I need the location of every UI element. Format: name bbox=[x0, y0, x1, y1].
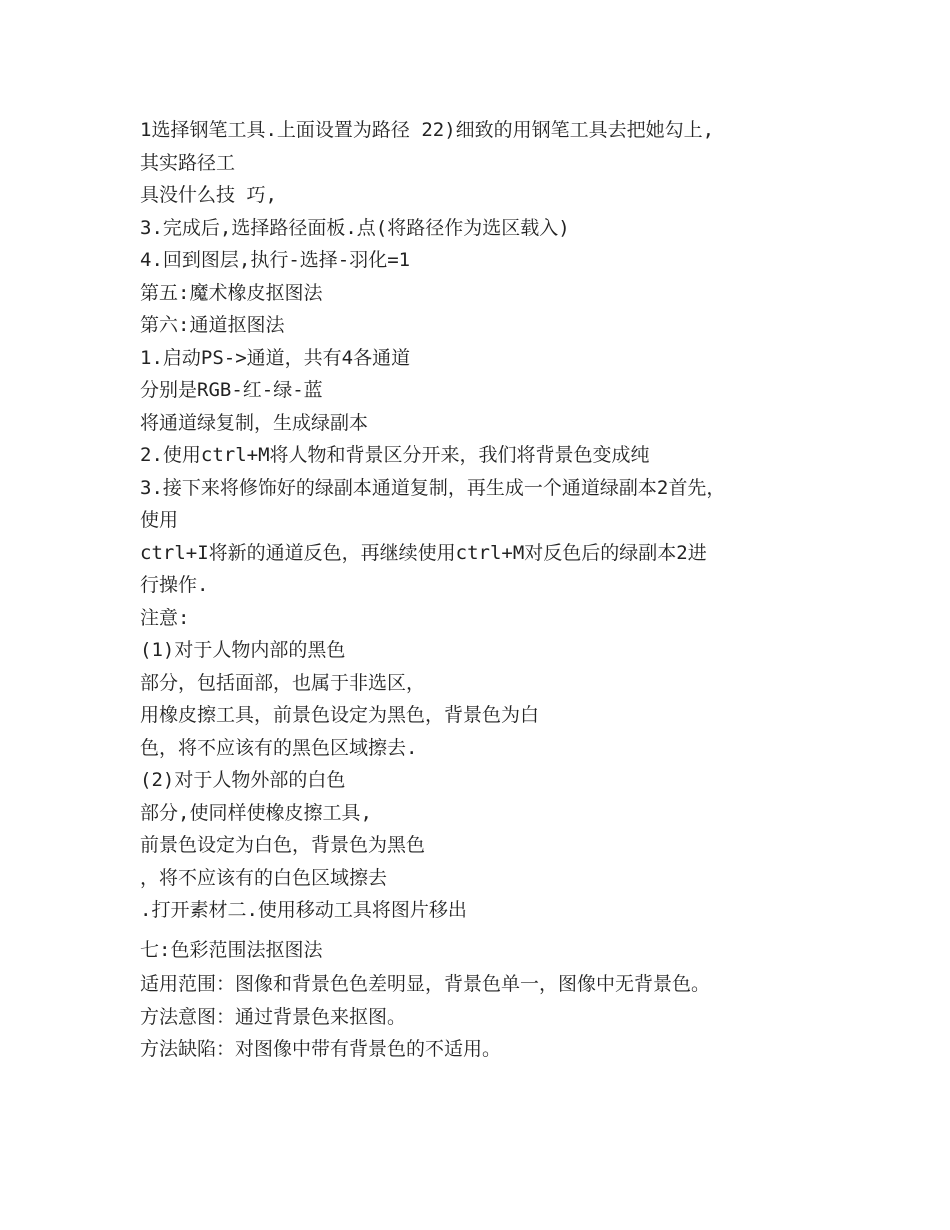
text-line: 部分，包括面部，也属于非选区， bbox=[140, 671, 426, 694]
text-line: (1)对于人物内部的黑色 bbox=[140, 639, 346, 661]
text-line: ctrl+I将新的通道反色，再继续使用ctrl+M对反色后的绿副本2进 bbox=[140, 541, 707, 564]
text-line: 用橡皮擦工具，前景色设定为黑色，背景色为白 bbox=[140, 704, 540, 726]
text-line: 3.接下来将修饰好的绿副本通道复制，再生成一个通道绿副本2首先， bbox=[140, 476, 726, 499]
text-line: 方法缺陷：对图像中带有背景色的不适用。 bbox=[140, 1038, 502, 1060]
text-line: (2)对于人物外部的白色 bbox=[140, 769, 346, 791]
text-line: 将通道绿复制，生成绿副本 bbox=[140, 411, 369, 434]
text-line: 前景色设定为白色，背景色为黑色 bbox=[140, 834, 426, 856]
text-line: 其实路径工 bbox=[140, 151, 236, 174]
text-line: 4.回到图层,执行-选择-羽化=1 bbox=[140, 249, 411, 271]
text-line: 使用 bbox=[140, 509, 179, 531]
note-heading: 注意: bbox=[140, 606, 190, 629]
section-heading: 第六:通道抠图法 bbox=[140, 314, 285, 336]
text-line: 色，将不应该有的黑色区域擦去. bbox=[140, 736, 418, 759]
text-line: 适用范围：图像和背景色色差明显，背景色单一，图像中无背景色。 bbox=[140, 973, 711, 995]
text-line: 行操作. bbox=[140, 574, 209, 596]
text-line: 部分,使同样使橡皮擦工具, bbox=[140, 801, 372, 824]
text-line: 2.使用ctrl+M将人物和背景区分开来，我们将背景色变成纯 bbox=[140, 444, 650, 466]
text-line: 1选择钢笔工具.上面设置为路径 22)细致的用钢笔工具去把她勾上, bbox=[140, 119, 715, 141]
section-heading: 七:色彩范围法抠图法 bbox=[140, 939, 323, 961]
text-line: .打开素材二.使用移动工具将图片移出 bbox=[140, 899, 467, 921]
section-heading: 第五:魔术橡皮抠图法 bbox=[140, 281, 323, 304]
text-line: 分别是RGB-红-绿-蓝 bbox=[140, 379, 323, 401]
text-line: 1.启动PS->通道，共有4各通道 bbox=[140, 346, 411, 369]
document-body bbox=[140, 114, 820, 1066]
text-line: ，将不应该有的白色区域擦去 bbox=[140, 866, 388, 889]
text-line: 方法意图：通过背景色来抠图。 bbox=[140, 1005, 407, 1028]
text-line: 3.完成后,选择路径面板.点(将路径作为选区载入) bbox=[140, 216, 570, 239]
text-line: 具没什么技 巧, bbox=[140, 184, 277, 206]
